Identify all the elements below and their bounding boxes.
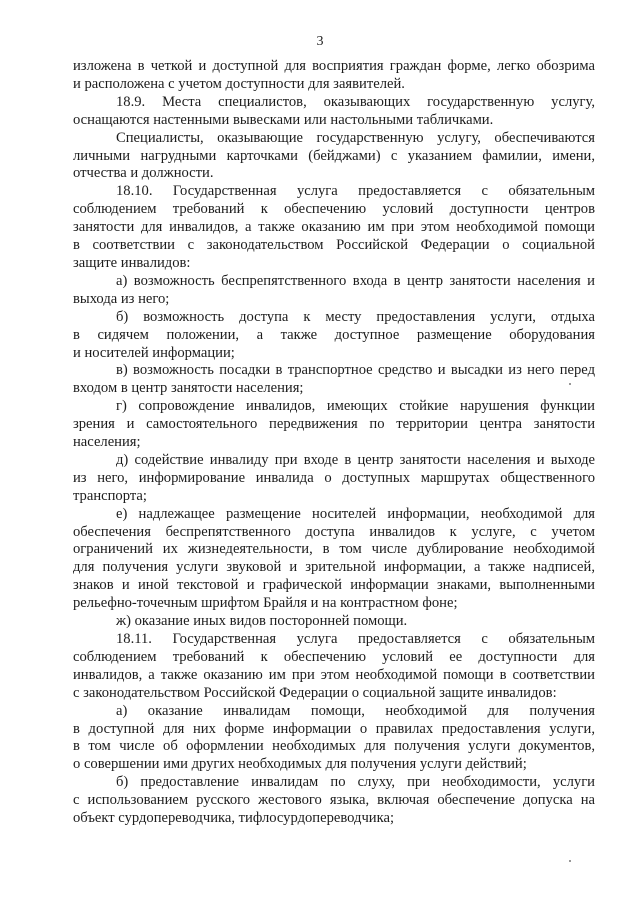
text-line: инвалидов, а также оказанию им при этом необходимой помощи в соответствии xyxy=(73,666,595,683)
text-line: ограничений их жизнедеятельности, в том числе дублирование необходимой xyxy=(73,541,595,558)
text-line: в доступной для них форме информации о правилах предоставления услуги, xyxy=(73,720,595,737)
text-line: д) содействие инвалиду при входе в центр занятости населения и выходе xyxy=(116,451,595,468)
text-line: соблюдением требований к обеспечению условий доступности центров xyxy=(73,201,595,218)
text-line: е) надлежащее размещение носителей информации, необходимой для xyxy=(116,505,595,522)
text-line: б) предоставление инвалидам по слуху, при необходимости, услуги xyxy=(116,774,595,791)
text-line: для получения услуги звуковой и зрительной информации, а также надписей, xyxy=(73,559,595,576)
text-line: в) возможность посадки в транспортное средство и высадки из него перед xyxy=(116,362,595,379)
text-line: отчества и должности. xyxy=(73,165,214,182)
text-line: зрения и самостоятельного передвижения по территории центра занятости xyxy=(73,416,595,433)
text-line: занятости для инвалидов, а также оказанию им при этом необходимой помощи xyxy=(73,219,595,236)
text-line: в сидячем положении, а также доступное размещение оборудования xyxy=(73,326,595,343)
text-line: а) оказание инвалидам помощи, необходимой для получения xyxy=(116,702,595,719)
text-line: с законодательством Российской Федерации о социальной защите инвалидов: xyxy=(73,684,557,701)
text-line: оснащаются настенными вывесками или настольными табличками. xyxy=(73,111,494,128)
scan-speck xyxy=(569,383,571,385)
text-line: объект сурдопереводчика, тифлосурдопереводчика; xyxy=(73,810,394,827)
text-line: с использованием русского жестового языка, включая обеспечение допуска на xyxy=(73,792,595,809)
text-line: выхода из него; xyxy=(73,290,170,307)
text-line: знаков и иной текстовой и графической информации знаками, выполненными xyxy=(73,577,595,594)
text-line: населения; xyxy=(73,434,141,451)
text-line: и носителей информации; xyxy=(73,344,235,361)
text-line: изложена в четкой и доступной для восприятия граждан форме, легко обозрима xyxy=(73,58,595,74)
text-line: а) возможность беспрепятственного входа в центр занятости населения и xyxy=(116,272,595,289)
text-line: и расположена с учетом доступности для заявителей. xyxy=(73,75,405,92)
page-number: 3 xyxy=(316,34,324,49)
text-line: ж) оказание иных видов посторонней помощи. xyxy=(116,613,408,630)
text-line: в том числе об оформлении необходимых для получения услуги документов, xyxy=(73,738,595,755)
text-line: обеспечения беспрепятственного доступа инвалидов к услуге, с учетом xyxy=(73,523,595,540)
text-line: личными нагрудными карточками (бейджами) с указанием фамилии, имени, xyxy=(73,147,595,164)
text-line: Специалисты, оказывающие государственную услугу, обеспечиваются xyxy=(116,129,595,146)
text-line: транспорта; xyxy=(73,487,147,504)
text-line: 18.10. Государственная услуга предоставляется с обязательным xyxy=(116,183,595,200)
document-body xyxy=(73,58,595,828)
text-line: защите инвалидов: xyxy=(73,254,191,271)
text-line: о совершении ими других необходимых для получения услуги действий; xyxy=(73,756,527,773)
text-line: г) сопровождение инвалидов, имеющих стойкие нарушения функции xyxy=(116,398,595,415)
scan-speck xyxy=(569,860,571,862)
text-line: соблюдением требований к обеспечению условий ее доступности для xyxy=(73,648,595,665)
text-line: из него, информирование инвалида о доступных маршрутах общественного xyxy=(73,469,595,486)
text-line: рельефно-точечным шрифтом Брайля и на контрастном фоне; xyxy=(73,595,458,612)
text-line: 18.11. Государственная услуга предоставляется с обязательным xyxy=(116,631,595,647)
text-line: в соответствии с законодательством Российской Федерации о социальной xyxy=(73,237,595,254)
text-line: 18.9. Места специалистов, оказывающих государственную услугу, xyxy=(116,93,595,110)
text-line: входом в центр занятости населения; xyxy=(73,380,304,397)
text-line: б) возможность доступа к месту предоставления услуги, отдыха xyxy=(116,308,595,325)
